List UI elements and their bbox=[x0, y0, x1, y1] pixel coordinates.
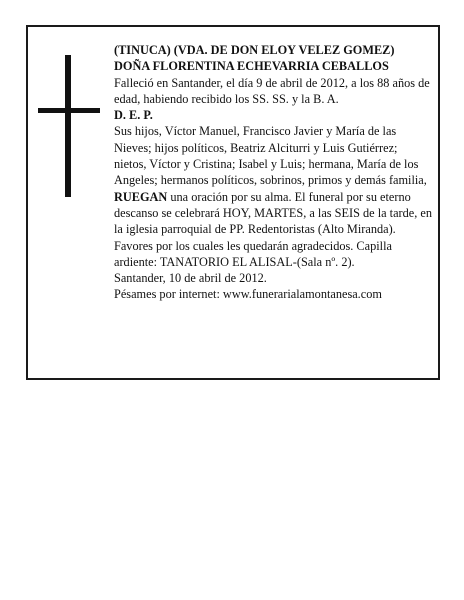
condolences-line: Pésames por internet: www.funerarialamontanesa.com bbox=[114, 287, 382, 302]
nickname-line: (TINUCA) (VDA. DE DON ELOY VELEZ GOMEZ) bbox=[114, 43, 395, 57]
dep-line: D. E. P. bbox=[114, 108, 153, 123]
death-info: Falleció en Santander, el día 9 de abril de 2012, a los 88 años de edad, habiendo recibido los SS. SS. y la B. A. bbox=[114, 75, 430, 106]
funeral-text: una oración por su alma. El funeral por su eterno descanso se celebrará HOY, MARTES, a las SEIS de la tarde, en la iglesia parroquial de PP. Redentoristas (Alto Miranda). Favores por los cuales les quedarán agradecidos. Capilla ardiente: TANATORIO EL ALISAL-(Sala nº. 2). bbox=[114, 189, 432, 269]
obituary-notice bbox=[26, 25, 440, 380]
deceased-name: DOÑA FLORENTINA ECHEVARRIA CEBALLOS bbox=[114, 59, 389, 74]
place-date: Santander, 10 de abril de 2012. bbox=[114, 271, 267, 286]
ruegan-word: RUEGAN bbox=[114, 189, 168, 204]
family-list: Sus hijos, Víctor Manuel, Francisco Javier y María de las Nieves; hijos políticos, Beatriz Alciturri y Luis Gutiérrez; nietos, Víctor y Cristina; Isabel y Luis; hermana, María de los Angeles; hermanos políticos, sobrinos, primos y demás familia, bbox=[114, 124, 427, 188]
cross-horizontal-bar bbox=[38, 108, 100, 113]
obituary-text bbox=[114, 42, 432, 303]
cross-icon bbox=[38, 55, 100, 197]
funeral-paragraph bbox=[114, 189, 432, 270]
cross-vertical-bar bbox=[65, 55, 71, 197]
